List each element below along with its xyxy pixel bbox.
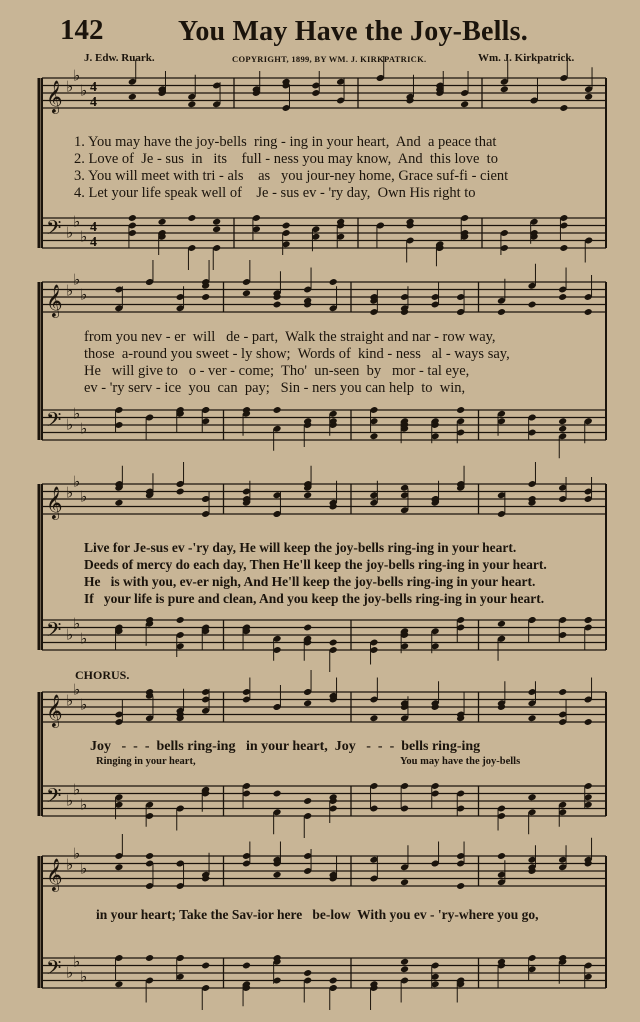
key-signature-flat: ♭ xyxy=(66,791,74,810)
bass-clef-icon: 𝄢 xyxy=(46,618,62,646)
note-head xyxy=(128,214,137,222)
note-head xyxy=(584,616,593,624)
key-signature-flat: ♭ xyxy=(66,415,74,434)
note-head xyxy=(460,100,469,108)
note-head xyxy=(303,797,312,805)
bass-clef-icon: 𝄢 xyxy=(46,408,62,436)
key-signature-flat: ♭ xyxy=(80,487,88,506)
note-head xyxy=(242,289,251,297)
note-head xyxy=(303,969,312,977)
note-head xyxy=(176,488,185,496)
verse-4-line-2: ev - 'ry serv - ice you can pay; Sin - ners you can help to win, xyxy=(84,380,466,396)
key-signature-flat: ♭ xyxy=(73,780,81,799)
note-head xyxy=(187,100,196,108)
note-head xyxy=(558,293,567,301)
key-signature-flat: ♭ xyxy=(66,483,74,502)
verse-4-line-3: If your life is pure and clean, And you keep the joy-bells ring-ing in your heart. xyxy=(84,591,545,606)
note-head xyxy=(201,293,210,301)
bass-clef-icon: 𝄢 xyxy=(46,216,62,244)
note-head xyxy=(528,793,537,801)
key-signature-flat: ♭ xyxy=(66,223,74,242)
note-head xyxy=(303,624,312,632)
note-head xyxy=(559,104,568,112)
note-head xyxy=(497,852,506,860)
note-head xyxy=(212,218,221,226)
treble-clef-icon: 𝄞 xyxy=(46,486,63,519)
key-signature-flat: ♭ xyxy=(66,855,74,874)
note-head xyxy=(187,214,196,222)
note-head xyxy=(201,962,210,970)
note-head xyxy=(400,878,409,886)
key-signature-flat: ♭ xyxy=(73,614,81,633)
note-head xyxy=(212,225,221,233)
key-signature-flat: ♭ xyxy=(80,695,88,714)
verse-1-line-3: Live for Je-sus ev -'ry day, He will keep the joy-bells ring-ing in your heart. xyxy=(84,540,517,555)
note-head xyxy=(500,85,509,93)
note-head xyxy=(584,93,593,101)
key-signature-flat: ♭ xyxy=(66,625,74,644)
copyright-notice: COPYRIGHT, 1899, BY WM. J. KIRKPATRICK. xyxy=(232,54,427,64)
note-head xyxy=(273,871,282,879)
chorus-lyric-line-1: Joy - - - bells ring-ing in your heart, Joy - - - bells ring-ing xyxy=(90,739,481,754)
key-signature-flat: ♭ xyxy=(80,227,88,246)
verse-2-line-2: those a-round you sweet - ly show; Words of kind - ness al - ways say, xyxy=(84,346,510,362)
note-head xyxy=(114,863,123,871)
note-head xyxy=(158,218,167,226)
treble-clef-icon: 𝄞 xyxy=(46,284,63,317)
verse-3-line-2: He will give to o - ver - come; Tho' un-seen by mor - tal eye, xyxy=(84,363,470,379)
key-signature-flat: ♭ xyxy=(73,270,81,289)
note-head xyxy=(273,790,282,798)
note-head xyxy=(114,499,123,507)
note-head xyxy=(400,958,409,966)
note-head xyxy=(303,491,312,499)
note-head xyxy=(114,980,123,988)
verse-2-line-1: 2. Love of Je - sus in its full - ness you may know, And this love to xyxy=(74,151,498,167)
key-signature-flat: ♭ xyxy=(66,691,74,710)
key-signature-flat: ♭ xyxy=(80,285,88,304)
time-signature: 4 xyxy=(90,95,97,110)
note-head xyxy=(128,93,137,101)
note-head xyxy=(400,965,409,973)
verse-3-line-3: He is with you, ev-er nigh, And He'll keep the joy-bells ring-ing in your heart. xyxy=(84,574,536,589)
note-head xyxy=(303,699,312,707)
key-signature-flat: ♭ xyxy=(66,281,74,300)
key-signature-flat: ♭ xyxy=(66,77,74,96)
key-signature-flat: ♭ xyxy=(80,629,88,648)
note-head xyxy=(559,244,568,252)
note-head xyxy=(584,308,593,316)
verse-1-line-1: 1. You may have the joy-bells ring - ing in your heart, And a peace that xyxy=(74,134,497,150)
key-signature-flat: ♭ xyxy=(73,680,81,699)
key-signature-flat: ♭ xyxy=(73,472,81,491)
composer-credit: Wm. J. Kirkpatrick. xyxy=(478,52,575,64)
treble-clef-icon: 𝄞 xyxy=(46,858,63,891)
note-head xyxy=(329,278,338,286)
verse-3-line-1: 3. You will meet with tri - als as you jour-ney home, Grace suf-fi - cient xyxy=(74,168,509,184)
key-signature-flat: ♭ xyxy=(73,844,81,863)
verse-4-line-1: 4. Let your life speak well of Je - sus ev - 'ry day, Own His right to xyxy=(74,185,476,201)
bass-clef-icon: 𝄢 xyxy=(46,784,62,812)
time-signature: 4 xyxy=(90,220,97,235)
note-head xyxy=(329,639,338,647)
note-head xyxy=(176,616,185,624)
note-head xyxy=(456,406,465,414)
note-head xyxy=(558,417,567,425)
note-head xyxy=(497,620,506,628)
hymn-title: You May Have the Joy-Bells. xyxy=(178,16,528,47)
chorus-label: CHORUS. xyxy=(75,668,130,682)
note-head xyxy=(584,718,593,726)
note-head xyxy=(145,852,154,860)
note-head xyxy=(369,714,378,722)
key-signature-flat: ♭ xyxy=(73,212,81,231)
note-head xyxy=(242,962,251,970)
note-head xyxy=(273,406,282,414)
key-signature-flat: ♭ xyxy=(80,859,88,878)
bass-clef-icon: 𝄢 xyxy=(46,956,62,984)
key-signature-flat: ♭ xyxy=(73,404,81,423)
chorus-lyric-line-2: in your heart; Take the Sav-ior here be-low With you ev - 'ry-where you go, xyxy=(96,907,539,922)
note-head xyxy=(558,425,567,433)
note-head xyxy=(528,301,537,309)
chorus-bass-lyric-left: Ringing in your heart, xyxy=(96,756,196,767)
key-signature-flat: ♭ xyxy=(80,967,88,986)
note-head xyxy=(528,714,537,722)
note-head xyxy=(497,308,506,316)
note-head xyxy=(273,301,282,309)
treble-clef-icon: 𝄞 xyxy=(46,694,63,727)
note-head xyxy=(456,882,465,890)
verse-1-line-2: from you nev - er will de - part, Walk the straight and nar - row way, xyxy=(84,329,496,345)
note-head xyxy=(369,432,378,440)
key-signature-flat: ♭ xyxy=(73,952,81,971)
hymn-number: 142 xyxy=(60,14,104,46)
note-head xyxy=(329,977,338,985)
note-head xyxy=(558,688,567,696)
verse-2-line-3: Deeds of mercy do each day, Then He'll keep the joy-bells ring-ing in your heart. xyxy=(84,557,547,572)
time-signature: 4 xyxy=(90,80,97,95)
key-signature-flat: ♭ xyxy=(80,795,88,814)
note-head xyxy=(145,954,154,962)
treble-clef-icon: 𝄞 xyxy=(46,80,63,113)
key-signature-flat: ♭ xyxy=(66,963,74,982)
time-signature: 4 xyxy=(90,235,97,250)
lyricist-credit: J. Edw. Ruark. xyxy=(84,52,155,64)
key-signature-flat: ♭ xyxy=(73,66,81,85)
key-signature-flat: ♭ xyxy=(80,81,88,100)
chorus-bass-lyric-right: You may have the joy-bells xyxy=(400,756,521,767)
note-head xyxy=(282,222,291,230)
key-signature-flat: ♭ xyxy=(80,419,88,438)
